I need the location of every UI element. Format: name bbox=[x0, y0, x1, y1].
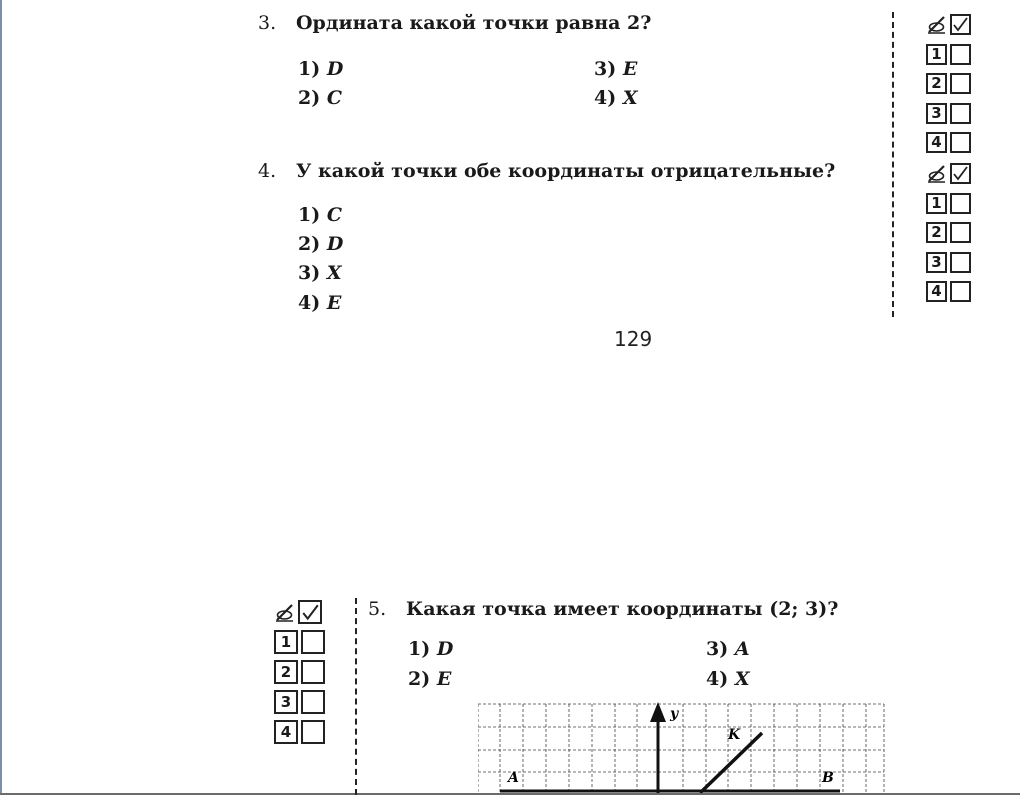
q4-option-4-num: 4) bbox=[298, 292, 321, 314]
answer-number-label: 2 bbox=[926, 222, 947, 243]
q4-option-3 bbox=[298, 262, 342, 284]
q5-answer-header bbox=[274, 600, 322, 624]
point-label-a: A bbox=[508, 770, 519, 786]
q3-answer-row-3 bbox=[926, 103, 971, 124]
q4-answer-row-2 bbox=[926, 222, 971, 243]
pen-icon bbox=[274, 602, 295, 623]
q3-option-3-letter: E bbox=[622, 58, 638, 80]
left-page-edge bbox=[0, 0, 2, 795]
q4-answer-box-3[interactable] bbox=[950, 252, 971, 273]
q4-option-2 bbox=[298, 233, 343, 255]
y-axis-arrow-icon bbox=[650, 702, 666, 722]
q3-option-2-letter: C bbox=[326, 87, 342, 109]
q3-option-4-letter: X bbox=[622, 87, 638, 109]
answer-number-label: 4 bbox=[926, 132, 947, 153]
q5-answer-row-4 bbox=[274, 720, 325, 744]
q5-answer-box-1[interactable] bbox=[301, 630, 325, 654]
q4-option-4 bbox=[298, 292, 341, 314]
q5-option-3 bbox=[706, 638, 750, 660]
q4-answer-row-4 bbox=[926, 281, 971, 302]
q4-option-3-letter: X bbox=[326, 262, 342, 284]
q5-answer-box-4[interactable] bbox=[301, 720, 325, 744]
q3-option-2 bbox=[298, 87, 342, 109]
q5-option-1-letter: D bbox=[436, 638, 454, 660]
q4-answer-header bbox=[926, 163, 971, 184]
q3-option-3-num: 3) bbox=[594, 58, 617, 80]
q4-option-1-letter: C bbox=[326, 204, 342, 226]
question-5 bbox=[368, 598, 838, 620]
answer-number-label: 1 bbox=[926, 44, 947, 65]
q5-answer-row-1 bbox=[274, 630, 325, 654]
q3-option-4-num: 4) bbox=[594, 87, 617, 109]
question-5-number: 5. bbox=[368, 598, 387, 620]
q5-option-4-letter: X bbox=[734, 668, 750, 690]
checkmark-box bbox=[950, 163, 971, 184]
q4-answer-box-1[interactable] bbox=[950, 193, 971, 214]
q5-option-3-num: 3) bbox=[706, 638, 729, 660]
answer-number-label: 3 bbox=[926, 252, 947, 273]
q5-option-2-letter: E bbox=[436, 668, 452, 690]
checkmark-icon bbox=[952, 165, 969, 182]
q3-option-3 bbox=[594, 58, 637, 80]
q3-option-1 bbox=[298, 58, 343, 80]
question-3-text: Ордината какой точки равна 2? bbox=[296, 12, 652, 34]
q4-answer-row-3 bbox=[926, 252, 971, 273]
answer-column-divider-right bbox=[892, 12, 894, 317]
q5-answer-box-3[interactable] bbox=[301, 690, 325, 714]
q5-option-4-num: 4) bbox=[706, 668, 729, 690]
q3-answer-box-4[interactable] bbox=[950, 132, 971, 153]
q4-option-3-num: 3) bbox=[298, 262, 321, 284]
answer-number-label: 4 bbox=[274, 720, 298, 744]
q4-option-2-num: 2) bbox=[298, 233, 321, 255]
q4-answer-box-4[interactable] bbox=[950, 281, 971, 302]
answer-number-label: 3 bbox=[926, 103, 947, 124]
q3-answer-box-2[interactable] bbox=[950, 73, 971, 94]
q3-option-4 bbox=[594, 87, 638, 109]
answer-number-label: 2 bbox=[274, 660, 298, 684]
question-3-number: 3. bbox=[258, 12, 277, 34]
page-number: 129 bbox=[614, 327, 653, 351]
question-4 bbox=[258, 160, 835, 182]
answer-number-label: 1 bbox=[274, 630, 298, 654]
q5-option-4 bbox=[706, 668, 750, 690]
y-axis-label: y bbox=[670, 706, 679, 722]
question-3 bbox=[258, 12, 651, 34]
q5-answer-row-2 bbox=[274, 660, 325, 684]
q5-option-1-num: 1) bbox=[408, 638, 431, 660]
q3-answer-header bbox=[926, 14, 971, 35]
q4-option-4-letter: E bbox=[326, 292, 342, 314]
answer-column-divider-left bbox=[355, 598, 357, 795]
q4-option-1-num: 1) bbox=[298, 204, 321, 226]
q4-answer-row-1 bbox=[926, 193, 971, 214]
q3-answer-row-4 bbox=[926, 132, 971, 153]
q4-option-1 bbox=[298, 204, 342, 226]
q5-option-3-letter: A bbox=[734, 638, 750, 660]
q5-option-2-num: 2) bbox=[408, 668, 431, 690]
q5-option-1 bbox=[408, 638, 453, 660]
pen-icon bbox=[926, 163, 947, 184]
point-label-k: K bbox=[728, 727, 741, 743]
q5-answer-row-3 bbox=[274, 690, 325, 714]
q3-answer-box-1[interactable] bbox=[950, 44, 971, 65]
question-4-number: 4. bbox=[258, 160, 277, 182]
checkmark-box bbox=[298, 600, 322, 624]
point-label-b: B bbox=[822, 770, 834, 786]
q4-option-2-letter: D bbox=[326, 233, 344, 255]
question-4-text: У какой точки обе координаты отрицательные? bbox=[296, 160, 836, 182]
checkmark-icon bbox=[952, 16, 969, 33]
q3-answer-row-2 bbox=[926, 73, 971, 94]
answer-number-label: 4 bbox=[926, 281, 947, 302]
checkmark-box bbox=[950, 14, 971, 35]
answer-number-label: 1 bbox=[926, 193, 947, 214]
q3-option-1-letter: D bbox=[326, 58, 344, 80]
answer-number-label: 2 bbox=[926, 73, 947, 94]
q3-answer-box-3[interactable] bbox=[950, 103, 971, 124]
q3-answer-row-1 bbox=[926, 44, 971, 65]
q3-option-1-num: 1) bbox=[298, 58, 321, 80]
q5-answer-box-2[interactable] bbox=[301, 660, 325, 684]
q4-answer-box-2[interactable] bbox=[950, 222, 971, 243]
q5-option-2 bbox=[408, 668, 451, 690]
pen-icon bbox=[926, 14, 947, 35]
question-5-text: Какая точка имеет координаты (2; 3)? bbox=[406, 598, 839, 620]
q3-option-2-num: 2) bbox=[298, 87, 321, 109]
answer-number-label: 3 bbox=[274, 690, 298, 714]
coordinate-grid bbox=[478, 700, 888, 793]
checkmark-icon bbox=[301, 603, 320, 622]
